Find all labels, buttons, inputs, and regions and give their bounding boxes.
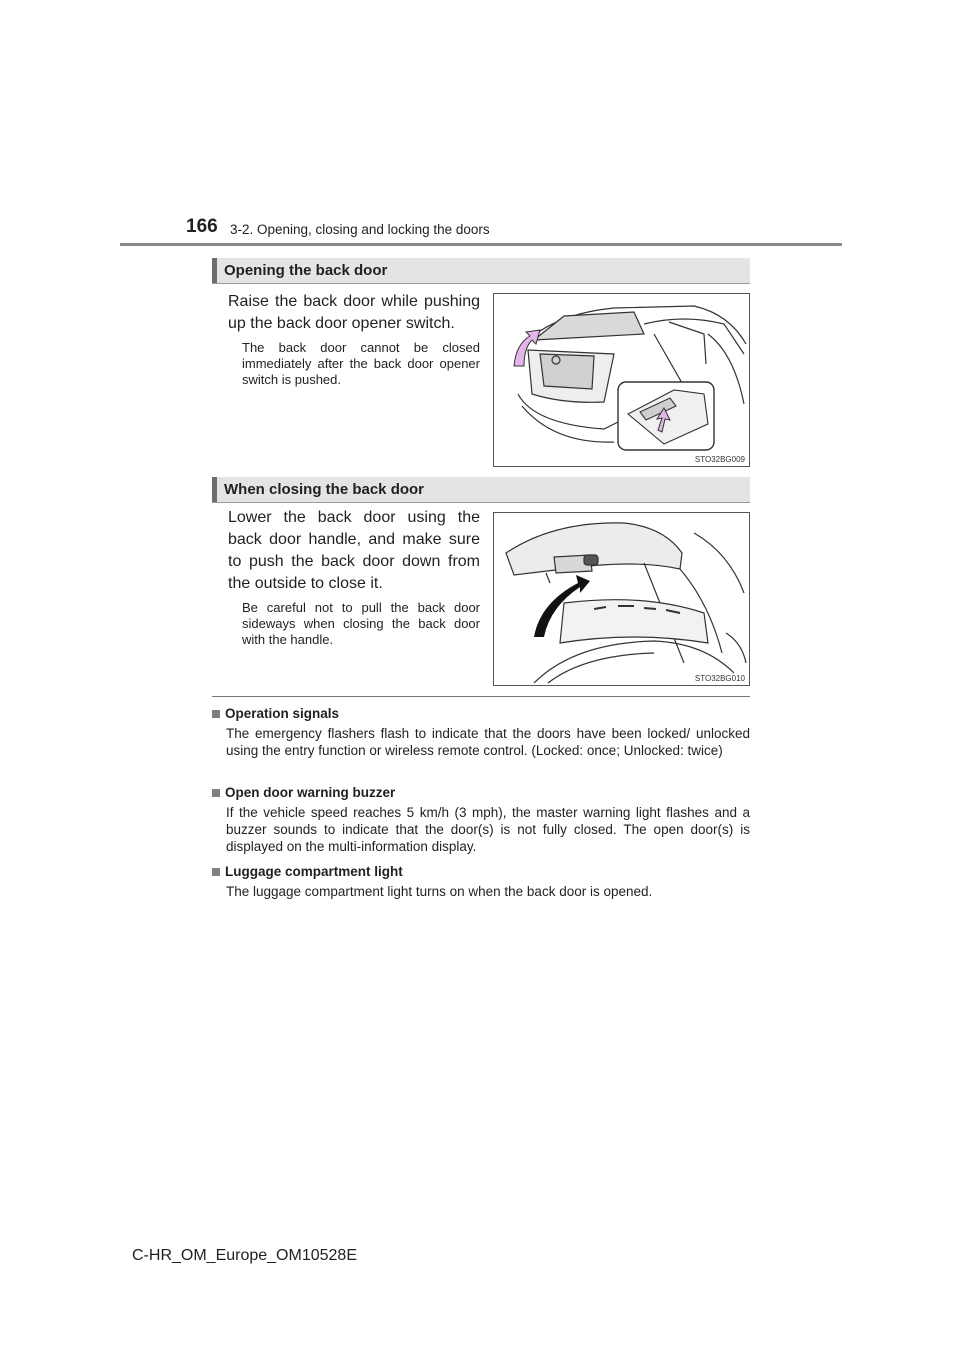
figure-closing-back-door	[493, 512, 750, 686]
document-id: C-HR_OM_Europe_OM10528E	[132, 1247, 357, 1264]
note-heading: Operation signals	[225, 706, 340, 721]
note-body: The luggage compartment light turns on when the back door is opened.	[226, 884, 653, 899]
page-number: 166	[186, 216, 218, 237]
car-rear-illustration	[494, 294, 749, 466]
figure-code: STO32BG010	[694, 674, 745, 683]
instruction-closing: Lower the back door using the back door handle, and make sure to push the back door down from the outside to close it.	[228, 509, 480, 592]
note-opening: The back door cannot be closed immediately after the back door opener switch is pushed.	[242, 340, 480, 387]
section-heading-closing	[212, 477, 750, 503]
note-heading: Luggage compartment light	[225, 864, 403, 879]
bullet-square-icon	[212, 868, 220, 876]
note-heading: Open door warning buzzer	[225, 785, 396, 800]
section-heading-opening	[212, 258, 750, 284]
section-marker	[212, 258, 217, 283]
note-body: If the vehicle speed reaches 5 km/h (3 mph), the master warning light flashes and a buzzer sounds to indicate that the door(s) is not fully closed. The open door(s) is displayed on the multi-information display.	[226, 805, 750, 854]
note-closing: Be careful not to pull the back door sideways when closing the back door with the handle.	[242, 600, 480, 647]
note-open-door-buzzer	[212, 785, 750, 855]
instruction-opening: Raise the back door while pushing up the back door opener switch.	[228, 293, 480, 332]
figure-opening-back-door	[493, 293, 750, 467]
section-title: Opening the back door	[224, 262, 388, 279]
note-body: The emergency flashers flash to indicate that the doors have been locked/ unlocked using the entry function or wireless remote control. (Locked: once; Unlocked: twice)	[226, 726, 750, 758]
bullet-square-icon	[212, 710, 220, 718]
section-marker	[212, 477, 217, 502]
bullet-square-icon	[212, 789, 220, 797]
open-hatch-illustration	[494, 513, 749, 685]
chapter-title: 3-2. Opening, closing and locking the doors	[230, 222, 490, 237]
header-divider	[120, 243, 842, 246]
notes-divider	[212, 696, 750, 697]
section-title: When closing the back door	[224, 481, 425, 498]
note-operation-signals	[212, 706, 750, 759]
note-luggage-light	[212, 864, 750, 900]
figure-code: STO32BG009	[694, 455, 745, 464]
